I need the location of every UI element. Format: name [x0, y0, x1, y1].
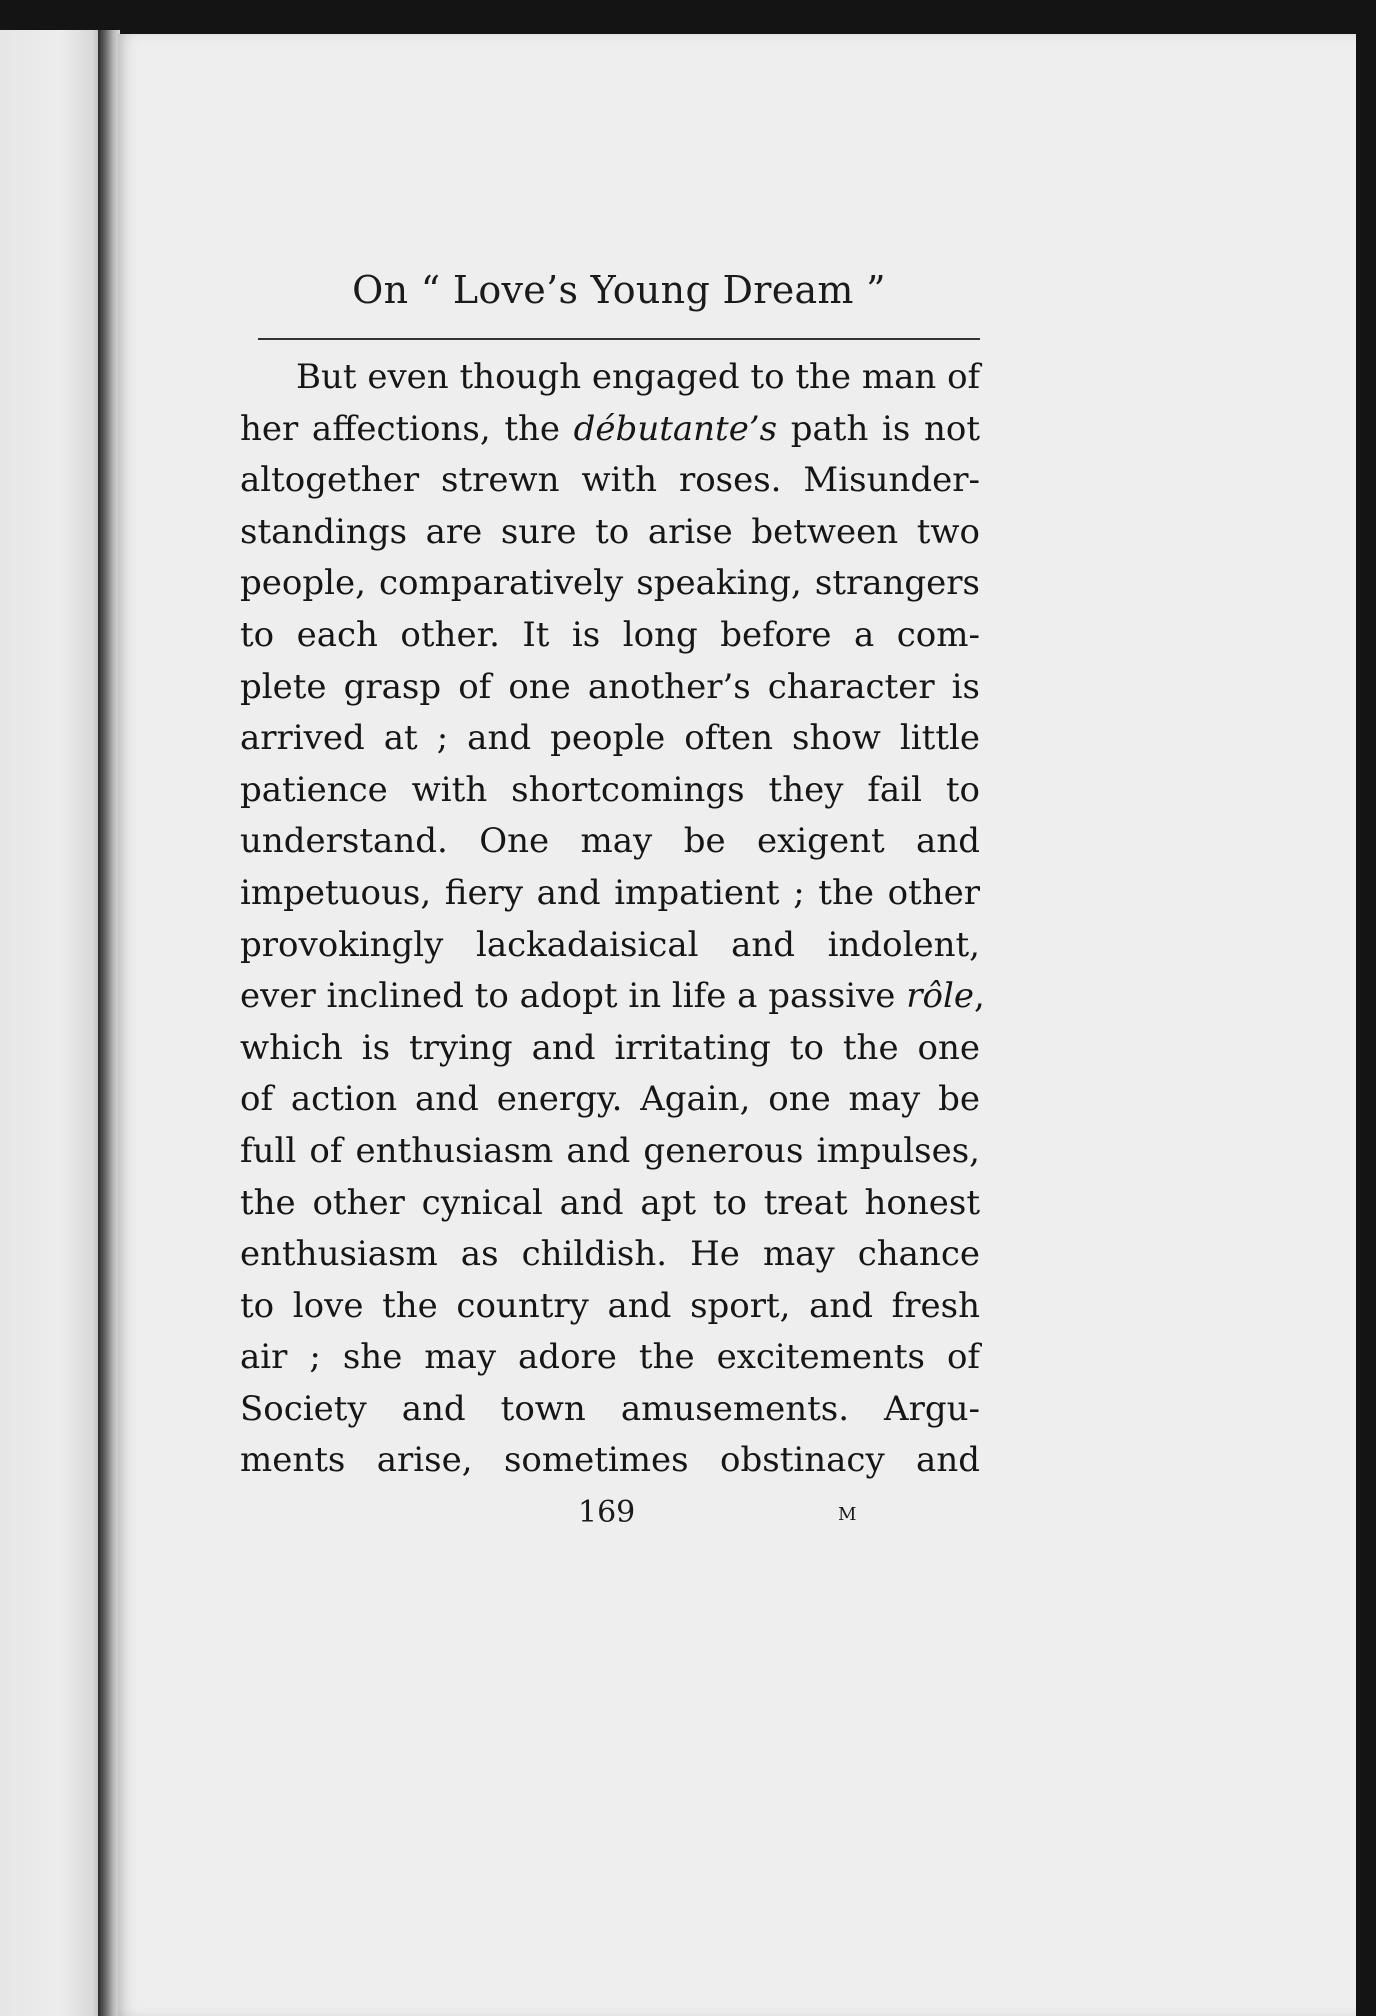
body-text	[240, 352, 985, 1487]
text-line: Society and town amusements. Argu-	[240, 1388, 980, 1429]
text-line: ments arise, sometimes obstinacy and	[240, 1440, 980, 1481]
text-line: arrived at ; and people often show little	[240, 718, 980, 759]
italic-word: rôle	[906, 976, 974, 1017]
signature-mark: M	[838, 1504, 858, 1525]
text-line: understand. One may be exigent and	[240, 821, 980, 862]
text-line: her affections, the débutante’s path is not	[240, 408, 981, 449]
text-line: to each other. It is long before a com-	[240, 614, 980, 655]
italic-word: débutante’s	[573, 408, 778, 449]
header-rule	[258, 338, 980, 340]
text-line: plete grasp of one another’s character is	[240, 666, 980, 707]
text-line: standings are sure to arise between two	[240, 511, 980, 552]
previous-page-edge	[0, 30, 100, 2016]
text-line: altogether strewn with roses. Misunder-	[240, 460, 980, 501]
text-line: of action and energy. Again, one may be	[240, 1079, 980, 1120]
text-line: ever inclined to adopt in life a passive rôle,	[240, 976, 985, 1017]
page-number: 169	[578, 1495, 636, 1530]
text-line: the other cynical and apt to treat honest	[240, 1182, 980, 1223]
scan-border	[1356, 0, 1376, 2016]
text-line: enthusiasm as childish. He may chance	[240, 1234, 980, 1275]
page-footer	[240, 1488, 980, 1538]
text-line: which is trying and irritating to the one	[240, 1027, 980, 1068]
text-line: to love the country and sport, and fresh	[240, 1285, 980, 1326]
text-line: people, comparatively speaking, strangers	[240, 563, 980, 604]
text-line: But even though engaged to the man of	[296, 357, 981, 397]
binding-gutter	[98, 30, 120, 2016]
text-line: impetuous, fiery and impatient ; the other	[240, 872, 980, 913]
text-line: provokingly lackadaisical and indolent,	[240, 924, 980, 965]
running-head: On “ Love’s Young Dream ”	[352, 268, 886, 312]
text-line: air ; she may adore the excitements of	[240, 1337, 980, 1378]
text-line: full of enthusiasm and generous impulses,	[240, 1130, 980, 1171]
text-line: patience with shortcomings they fail to	[240, 769, 980, 810]
